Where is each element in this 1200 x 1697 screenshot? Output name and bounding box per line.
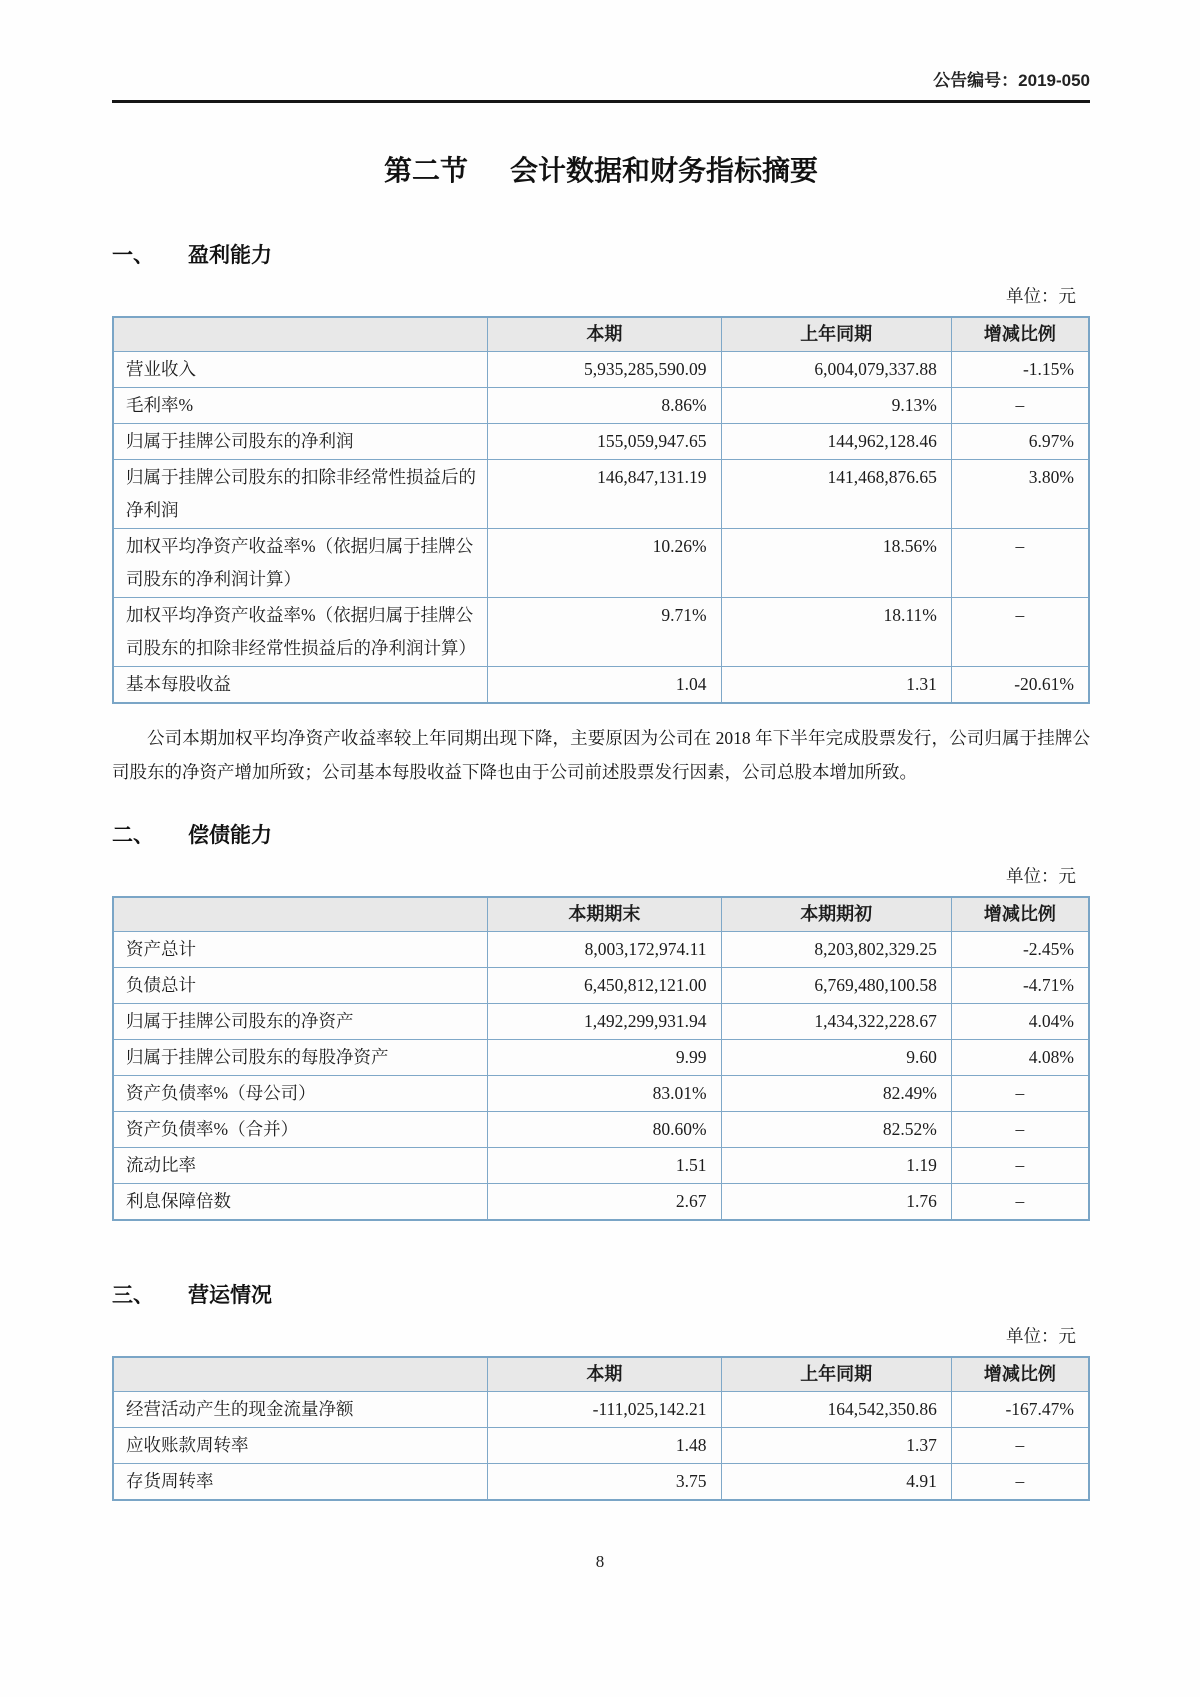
cell-value: -167.47% [951, 1392, 1089, 1428]
cell-value: 1.76 [721, 1184, 951, 1221]
table-header-row [113, 1357, 1089, 1392]
cell-value: 6,450,812,121.00 [488, 968, 721, 1004]
header-cell-period-begin: 本期期初 [721, 897, 951, 932]
cell-value: 9.71% [488, 598, 721, 667]
row-label: 流动比率 [113, 1148, 488, 1184]
section-number: 一、 [112, 244, 154, 267]
table-row [113, 1148, 1089, 1184]
cell-value: 144,962,128.46 [721, 424, 951, 460]
cell-value: 18.11% [721, 598, 951, 667]
cell-value: – [951, 1148, 1089, 1184]
header-cell-empty [113, 897, 488, 932]
unit-label: 单位：元 [1006, 1326, 1076, 1347]
cell-value: 4.04% [951, 1004, 1089, 1040]
cell-value: 1,434,322,228.67 [721, 1004, 951, 1040]
table-row [113, 968, 1089, 1004]
cell-value: 1.04 [488, 667, 721, 704]
table-header-row [113, 317, 1089, 352]
cell-value: 8.86% [488, 388, 721, 424]
cell-value: 4.08% [951, 1040, 1089, 1076]
profitability-note: 公司本期加权平均净资产收益率较上年同期出现下降，主要原因为公司在 2018 年下半年完成股票发行，公司归属于挂牌公司股东的净资产增加所致；公司基本每股收益下降也由于公司前述股票发行因素，公司总股本增加所致。 [112, 728, 1090, 782]
table-row [113, 529, 1089, 598]
table-row [113, 1076, 1089, 1112]
section-heading-profitability [112, 239, 1090, 269]
cell-value: 141,468,876.65 [721, 460, 951, 529]
cell-value: 8,003,172,974.11 [488, 932, 721, 968]
header-cell-change-ratio: 增减比例 [951, 317, 1089, 352]
cell-value: 1.19 [721, 1148, 951, 1184]
table-row [113, 1040, 1089, 1076]
section-title: 营运情况 [188, 1284, 272, 1308]
cell-value: – [951, 598, 1089, 667]
cell-value: 4.91 [721, 1464, 951, 1501]
row-label: 基本每股收益 [113, 667, 488, 704]
table-row [113, 1004, 1089, 1040]
table-row [113, 424, 1089, 460]
row-label: 归属于挂牌公司股东的净利润 [113, 424, 488, 460]
row-label: 归属于挂牌公司股东的每股净资产 [113, 1040, 488, 1076]
header-cell-change-ratio: 增减比例 [951, 1357, 1089, 1392]
row-label: 负债总计 [113, 968, 488, 1004]
header-cell-prior-period: 上年同期 [721, 317, 951, 352]
cell-value: 83.01% [488, 1076, 721, 1112]
row-label: 存货周转率 [113, 1464, 488, 1501]
header-cell-prior-period: 上年同期 [721, 1357, 951, 1392]
cell-value: 6.97% [951, 424, 1089, 460]
row-label: 加权平均净资产收益率%（依据归属于挂牌公司股东的扣除非经常性损益后的净利润计算） [113, 598, 488, 667]
cell-value: 6,004,079,337.88 [721, 352, 951, 388]
cell-value: 1.37 [721, 1428, 951, 1464]
cell-value: 3.80% [951, 460, 1089, 529]
cell-value: – [951, 529, 1089, 598]
row-label: 营业收入 [113, 352, 488, 388]
section-number: 二、 [112, 824, 154, 848]
table-row [113, 1464, 1089, 1501]
section-heading-operations [112, 1279, 1090, 1309]
cell-value: – [951, 1464, 1089, 1501]
cell-value: 3.75 [488, 1464, 721, 1501]
cell-value: 5,935,285,590.09 [488, 352, 721, 388]
table-row [113, 1184, 1089, 1221]
table-row [113, 1428, 1089, 1464]
cell-value: 164,542,350.86 [721, 1392, 951, 1428]
row-label: 资产总计 [113, 932, 488, 968]
row-label: 加权平均净资产收益率%（依据归属于挂牌公司股东的净利润计算） [113, 529, 488, 598]
header-cell-empty [113, 1357, 488, 1392]
cell-value: 1.48 [488, 1428, 721, 1464]
row-label: 利息保障倍数 [113, 1184, 488, 1221]
page-number: 8 [595, 1552, 605, 1571]
page-title-text: 会计数据和财务指标摘要 [510, 155, 819, 186]
row-label: 归属于挂牌公司股东的净资产 [113, 1004, 488, 1040]
table-row [113, 598, 1089, 667]
cell-value: 82.49% [721, 1076, 951, 1112]
table-row [113, 460, 1089, 529]
header-cell-current-period: 本期 [488, 317, 721, 352]
cell-value: – [951, 388, 1089, 424]
cell-value: 1.31 [721, 667, 951, 704]
cell-value: 18.56% [721, 529, 951, 598]
table-row [113, 388, 1089, 424]
cell-value: 155,059,947.65 [488, 424, 721, 460]
row-label: 经营活动产生的现金流量净额 [113, 1392, 488, 1428]
row-label: 资产负债率%（母公司） [113, 1076, 488, 1112]
cell-value: 80.60% [488, 1112, 721, 1148]
row-label: 应收账款周转率 [113, 1428, 488, 1464]
cell-value: 2.67 [488, 1184, 721, 1221]
table-row [113, 667, 1089, 704]
announcement-number: 公告编号：2019-050 [112, 66, 1090, 103]
solvency-table [112, 896, 1090, 1221]
row-label: 归属于挂牌公司股东的扣除非经常性损益后的净利润 [113, 460, 488, 529]
table-row [113, 1112, 1089, 1148]
cell-value: 1.51 [488, 1148, 721, 1184]
profitability-table [112, 316, 1090, 704]
cell-value: 9.60 [721, 1040, 951, 1076]
cell-value: -4.71% [951, 968, 1089, 1004]
cell-value: 9.99 [488, 1040, 721, 1076]
header-cell-period-end: 本期期末 [488, 897, 721, 932]
section-title: 偿债能力 [188, 824, 272, 848]
cell-value: -2.45% [951, 932, 1089, 968]
header-cell-change-ratio: 增减比例 [951, 897, 1089, 932]
page-title [112, 149, 1090, 189]
page-title-section: 第二节 [383, 155, 468, 186]
row-label: 资产负债率%（合并） [113, 1112, 488, 1148]
cell-value: – [951, 1076, 1089, 1112]
cell-value: 1,492,299,931.94 [488, 1004, 721, 1040]
section-heading-solvency [112, 819, 1090, 849]
unit-label: 单位：元 [1006, 866, 1076, 887]
section-number: 三、 [112, 1284, 154, 1308]
unit-label: 单位：元 [1006, 286, 1076, 306]
cell-value: – [951, 1184, 1089, 1221]
cell-value: -20.61% [951, 667, 1089, 704]
table-row [113, 932, 1089, 968]
cell-value: -111,025,142.21 [488, 1392, 721, 1428]
operations-table [112, 1356, 1090, 1501]
cell-value: 146,847,131.19 [488, 460, 721, 529]
table-header-row [113, 897, 1089, 932]
table-row [113, 1392, 1089, 1428]
cell-value: 10.26% [488, 529, 721, 598]
header-cell-empty [113, 317, 488, 352]
cell-value: 8,203,802,329.25 [721, 932, 951, 968]
cell-value: -1.15% [951, 352, 1089, 388]
cell-value: – [951, 1112, 1089, 1148]
cell-value: 6,769,480,100.58 [721, 968, 951, 1004]
cell-value: 9.13% [721, 388, 951, 424]
section-title: 盈利能力 [188, 244, 272, 267]
header-cell-current-period: 本期 [488, 1357, 721, 1392]
cell-value: 82.52% [721, 1112, 951, 1148]
cell-value: – [951, 1428, 1089, 1464]
row-label: 毛利率% [113, 388, 488, 424]
table-row [113, 352, 1089, 388]
